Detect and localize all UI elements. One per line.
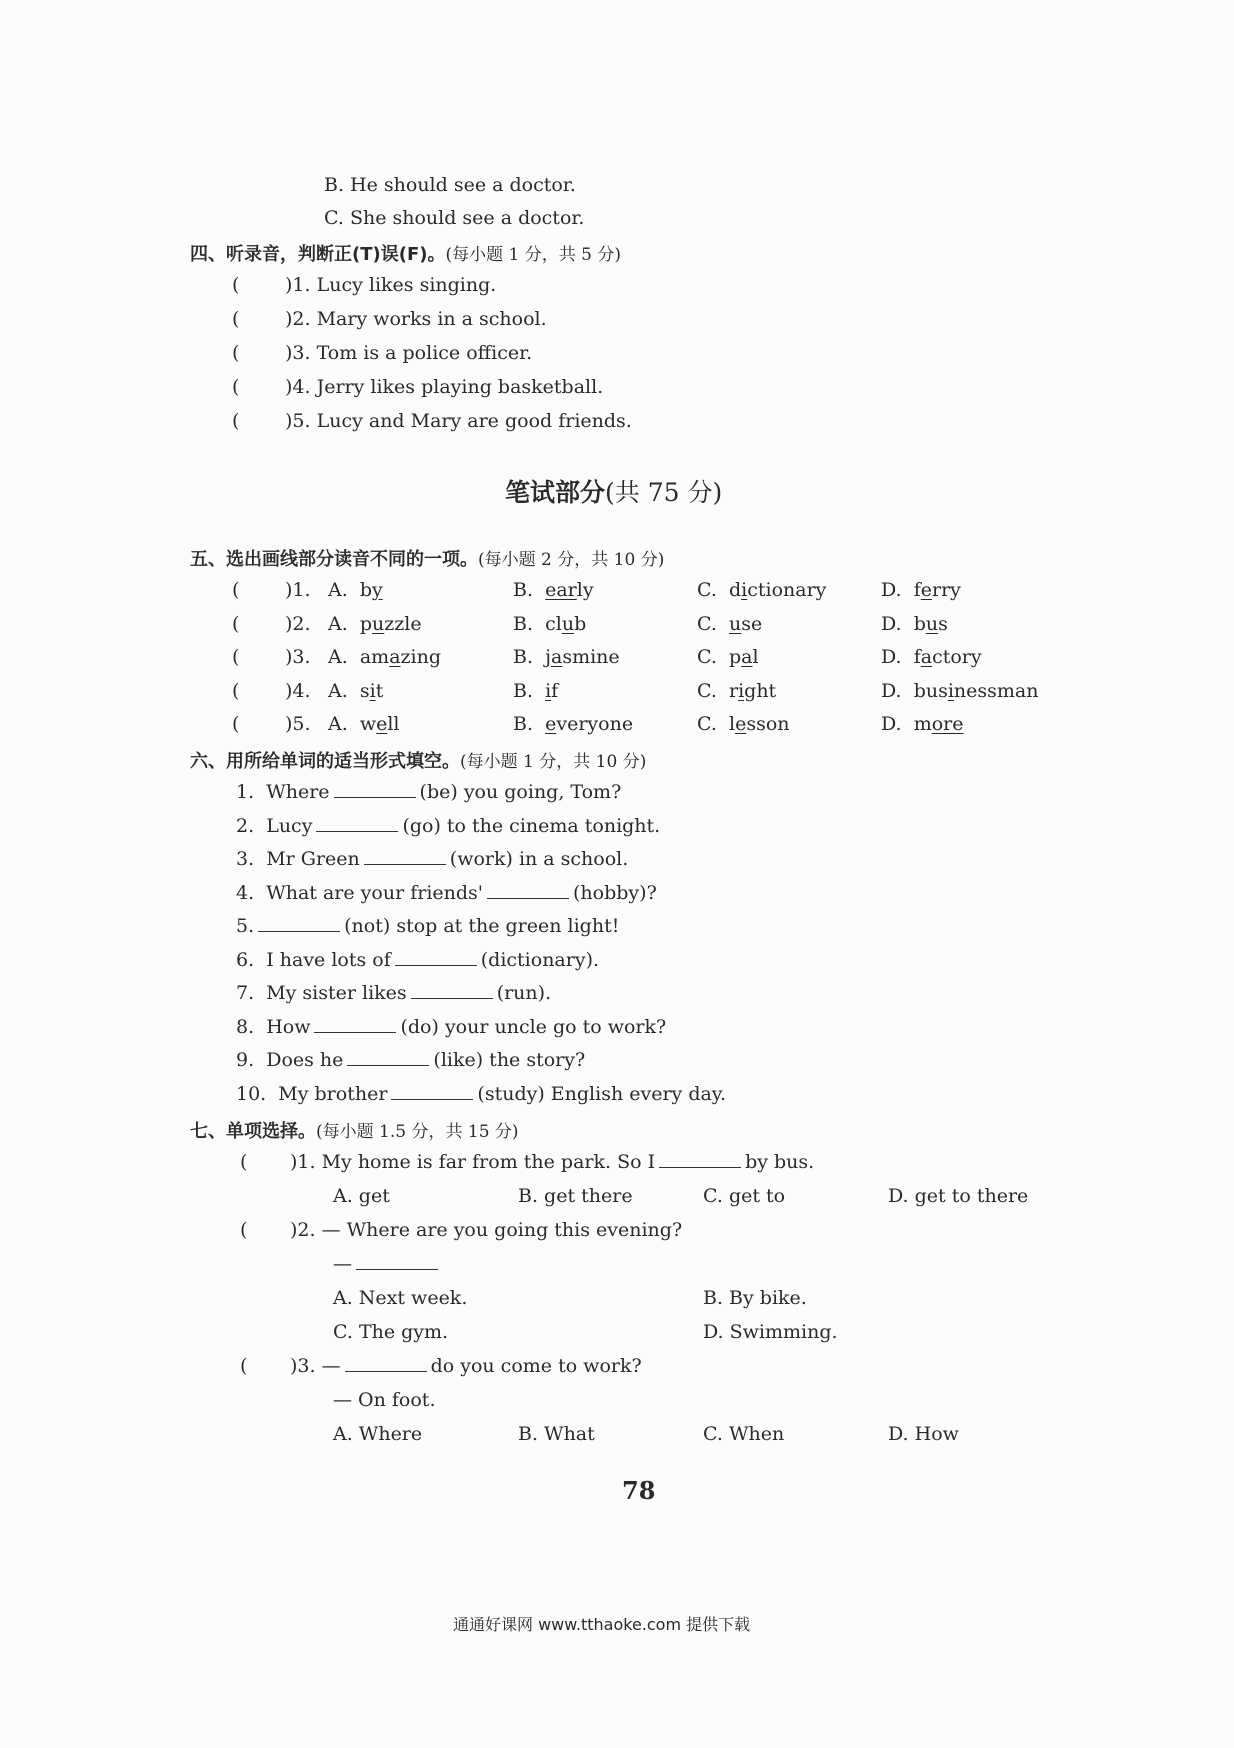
option-letter: B. <box>513 646 546 668</box>
item-number: )3. <box>285 342 311 364</box>
answer-blank[interactable] <box>364 848 446 865</box>
word-part: f <box>551 679 559 702</box>
answer-blank[interactable] <box>258 915 340 932</box>
item-number: )5. <box>285 410 311 432</box>
option-a[interactable]: A. get <box>333 1185 390 1207</box>
word-part: m <box>913 713 932 735</box>
option-letter: B. <box>513 713 546 735</box>
list-item <box>236 982 551 1004</box>
answer-paren[interactable]: ( <box>232 713 240 735</box>
option-a[interactable] <box>328 713 400 735</box>
section-7-note: (每小题 1.5 分，共 15 分) <box>316 1122 519 1142</box>
answer-blank[interactable] <box>347 1049 429 1066</box>
word-part: bus <box>913 679 948 702</box>
underlined-part: i <box>545 679 552 702</box>
section-5-heading <box>190 545 664 571</box>
question-3-reply: — On foot. <box>333 1389 436 1411</box>
item-number: )5. <box>285 713 311 735</box>
sentence-start: 1. Where <box>236 781 330 803</box>
option-c[interactable]: C. The gym. <box>333 1321 449 1343</box>
option-letter: C. <box>697 579 729 601</box>
item-text: Mary works in a school. <box>316 308 547 330</box>
written-part-title <box>505 473 722 509</box>
section-4-title: 四、听录音，判断正(T)误(F)。 <box>190 244 446 265</box>
option-a[interactable] <box>328 680 383 702</box>
sentence-end: (be) you going, Tom? <box>419 781 622 803</box>
sentence-start: 7. My sister likes <box>236 982 407 1004</box>
option-b[interactable] <box>513 680 558 702</box>
answer-paren[interactable]: ( <box>232 308 240 330</box>
sentence-end: (dictionary). <box>480 948 600 971</box>
word-part: veryone <box>556 713 634 735</box>
section-4-note: (每小题 1 分，共 5 分) <box>445 245 621 265</box>
answer-blank[interactable] <box>334 781 416 798</box>
sentence-start: 10. My brother <box>236 1082 388 1105</box>
word-part: se <box>741 612 763 635</box>
dash: — <box>321 1355 341 1377</box>
option-letter: B. <box>513 579 546 601</box>
underlined-part: i <box>738 679 745 702</box>
sentence-end: (like) the story? <box>433 1049 586 1071</box>
list-item <box>236 1049 585 1071</box>
option-letter: D. <box>881 579 914 601</box>
answer-blank[interactable] <box>395 949 477 966</box>
word-part: ctory <box>932 646 982 668</box>
word-part: zzle <box>384 612 422 635</box>
section-6-heading <box>190 747 646 773</box>
underlined-part: u <box>561 612 575 635</box>
answer-blank[interactable] <box>391 1083 473 1100</box>
option-c[interactable] <box>697 713 790 735</box>
section-5-title: 五、选出画线部分读音不同的一项。 <box>190 549 478 570</box>
list-item <box>236 781 621 803</box>
item-number: )2. <box>290 1219 316 1241</box>
option-c[interactable] <box>697 646 759 668</box>
option-a[interactable] <box>328 579 383 601</box>
answer-paren[interactable]: ( <box>232 646 240 668</box>
underlined-part: u <box>925 612 939 635</box>
word-part: j <box>545 646 551 668</box>
option-letter: B. <box>513 679 546 702</box>
underlined-part: a <box>741 646 753 668</box>
answer-blank[interactable] <box>487 882 569 899</box>
option-a[interactable] <box>328 646 441 668</box>
sentence-start: 5. <box>236 915 255 937</box>
answer-blank[interactable] <box>314 1016 396 1033</box>
word-part: f <box>913 579 921 601</box>
option-d[interactable]: D. Swimming. <box>703 1321 838 1343</box>
word-part: p <box>728 646 742 668</box>
question-text: do you come to work? <box>430 1355 642 1377</box>
option-c[interactable] <box>697 613 762 635</box>
item-text: Tom is a police officer. <box>316 342 533 364</box>
answer-blank[interactable] <box>345 1355 427 1372</box>
item-number: )1. <box>285 274 311 296</box>
answer-paren[interactable]: ( <box>240 1219 248 1241</box>
option-d[interactable] <box>881 613 948 635</box>
list-item <box>236 915 619 937</box>
underlined-part: u <box>372 612 385 635</box>
option-a[interactable]: A. Where <box>333 1423 423 1445</box>
option-letter: D. <box>881 612 914 635</box>
underlined-part: u <box>728 612 742 635</box>
option-b[interactable] <box>513 613 586 635</box>
answer-paren[interactable]: ( <box>232 612 240 635</box>
item-text: Lucy likes singing. <box>316 274 497 296</box>
word-part: cl <box>545 612 562 635</box>
written-title-note: (共 75 分) <box>605 478 723 507</box>
option-letter: D. <box>881 646 914 668</box>
underlined-part: y <box>372 579 383 601</box>
underlined-part: a <box>551 646 563 668</box>
page-number: 78 <box>622 1476 656 1505</box>
option-d[interactable]: D. How <box>888 1423 959 1445</box>
option-letter: A. <box>328 646 360 668</box>
sentence-start: 2. Lucy <box>236 814 313 837</box>
underlined-part: i <box>947 679 954 702</box>
item-text: Jerry likes playing basketball. <box>316 376 604 398</box>
item-number: )4. <box>285 376 311 398</box>
footer-source: 通通好课网 www.tthaoke.com 提供下载 <box>453 1615 751 1634</box>
section-6-note: (每小题 1 分，共 10 分) <box>460 752 647 772</box>
word-part: t <box>375 679 384 702</box>
option-d[interactable] <box>881 713 963 735</box>
option-c[interactable] <box>697 680 776 702</box>
underlined-part: e <box>920 579 932 601</box>
item-number: )2. <box>285 308 311 330</box>
list-item <box>236 1016 666 1038</box>
option-b[interactable] <box>513 579 594 601</box>
section-7-heading <box>190 1117 519 1143</box>
section-5-note: (每小题 2 分，共 10 分) <box>478 550 665 570</box>
answer-paren[interactable]: ( <box>232 274 240 296</box>
option-letter: D. <box>881 679 914 702</box>
answer-blank[interactable] <box>356 1253 438 1270</box>
list-item <box>236 882 657 904</box>
underlined-part: e <box>376 713 388 735</box>
answer-paren[interactable]: ( <box>232 376 240 398</box>
answer-blank[interactable] <box>659 1151 741 1168</box>
option-b[interactable] <box>513 713 633 735</box>
option-a[interactable]: A. Next week. <box>333 1287 468 1309</box>
section-4-heading <box>190 240 621 266</box>
option-letter: D. <box>881 713 914 735</box>
word-part: sson <box>746 713 790 735</box>
list-item <box>236 949 599 971</box>
answer-paren[interactable]: ( <box>232 679 240 702</box>
option-b[interactable] <box>513 646 620 668</box>
option-letter: A. <box>328 579 360 601</box>
option-letter: A. <box>328 713 360 735</box>
option-a[interactable] <box>328 613 422 635</box>
item-text: Lucy and Mary are good friends. <box>316 410 632 432</box>
word-part: w <box>359 713 377 735</box>
sentence-end: (do) your uncle go to work? <box>400 1015 667 1038</box>
option-d[interactable]: D. get to there <box>888 1185 1029 1207</box>
option-d[interactable] <box>881 579 961 601</box>
question-text-end: by bus. <box>745 1151 815 1173</box>
dash: — <box>333 1253 352 1275</box>
underlined-part: a <box>389 646 401 668</box>
sentence-end: (go) to the cinema tonight. <box>402 814 661 837</box>
sentence-end: (work) in a school. <box>449 848 629 870</box>
word-part: b <box>359 579 373 601</box>
word-part: f <box>913 646 921 668</box>
word-part: nessman <box>953 679 1039 702</box>
option-letter: C. <box>697 713 729 735</box>
option-letter: C. <box>697 646 729 668</box>
item-number: )3. <box>285 646 311 668</box>
underlined-part: e <box>545 713 557 735</box>
answer-paren[interactable]: ( <box>240 1355 248 1377</box>
sentence-start: 9. Does he <box>236 1049 344 1071</box>
sentence-start: 8. How <box>236 1015 311 1038</box>
option-b[interactable]: B. What <box>518 1423 595 1445</box>
list-item <box>236 1083 726 1105</box>
item-number: )1. <box>290 1151 316 1173</box>
word-part: p <box>359 612 373 635</box>
word-part: s <box>938 612 948 635</box>
word-part: ctionary <box>747 579 827 601</box>
word-part: smine <box>562 646 620 668</box>
word-part: l <box>728 713 736 735</box>
item-number: )3. <box>290 1355 316 1377</box>
section-6-title: 六、用所给单词的适当形式填空。 <box>190 751 460 772</box>
option-letter: B. <box>513 612 546 635</box>
sentence-start: 4. What are your friends' <box>236 881 484 904</box>
option-c[interactable]: C. get to <box>703 1185 786 1207</box>
item-number: )1. <box>285 579 311 601</box>
written-title-text: 笔试部分 <box>505 478 606 507</box>
sentence-end: (hobby)? <box>573 881 657 904</box>
section-7-title: 七、单项选择。 <box>190 1121 316 1142</box>
word-part: ly <box>576 579 594 601</box>
word-part: ght <box>744 679 777 702</box>
answer-paren[interactable]: ( <box>232 342 240 364</box>
option-c[interactable]: C. When <box>703 1423 785 1445</box>
sentence-end: (not) stop at the green light! <box>344 915 620 937</box>
option-c-top: C. She should see a doctor. <box>324 207 585 229</box>
list-item <box>236 848 628 870</box>
sentence-end: (run). <box>496 982 552 1004</box>
answer-blank[interactable] <box>316 815 398 832</box>
word-part: d <box>728 579 742 601</box>
word-part: am <box>359 646 390 668</box>
option-letter: C. <box>697 612 729 635</box>
question-text: My home is far from the park. So I <box>321 1151 656 1173</box>
option-letter: A. <box>328 679 360 702</box>
option-b[interactable]: B. get there <box>518 1185 633 1207</box>
answer-paren[interactable]: ( <box>240 1151 248 1173</box>
answer-blank[interactable] <box>411 982 493 999</box>
word-part: r <box>728 679 739 702</box>
answer-paren[interactable]: ( <box>232 579 240 601</box>
question-2-reply <box>333 1253 442 1275</box>
sentence-start: 6. I have lots of <box>236 948 391 971</box>
word-part: s <box>359 679 370 702</box>
word-part: ll <box>387 713 400 735</box>
word-part: l <box>752 646 759 668</box>
sentence-start: 3. Mr Green <box>236 848 360 870</box>
underlined-part: ear <box>545 579 577 601</box>
word-part: zing <box>400 646 442 668</box>
underlined-part: a <box>920 646 933 668</box>
underlined-part: e <box>735 713 747 735</box>
option-b[interactable]: B. By bike. <box>703 1287 807 1309</box>
word-part: b <box>574 612 587 635</box>
item-number: )4. <box>285 679 311 702</box>
word-part: b <box>913 612 926 635</box>
option-letter: A. <box>328 612 360 635</box>
underlined-part: i <box>741 579 748 601</box>
option-b-top: B. He should see a doctor. <box>324 174 576 196</box>
question-text: — Where are you going this evening? <box>321 1219 683 1241</box>
option-letter: C. <box>697 679 729 702</box>
option-d[interactable] <box>881 646 982 668</box>
answer-paren[interactable]: ( <box>232 410 240 432</box>
sentence-end: (study) English every day. <box>477 1082 727 1105</box>
underlined-part: ore <box>931 713 964 735</box>
item-number: )2. <box>285 612 311 635</box>
underlined-part: i <box>369 679 376 702</box>
option-d[interactable] <box>881 680 1039 702</box>
word-part: rry <box>931 579 961 601</box>
option-c[interactable] <box>697 579 826 601</box>
list-item <box>236 815 660 837</box>
